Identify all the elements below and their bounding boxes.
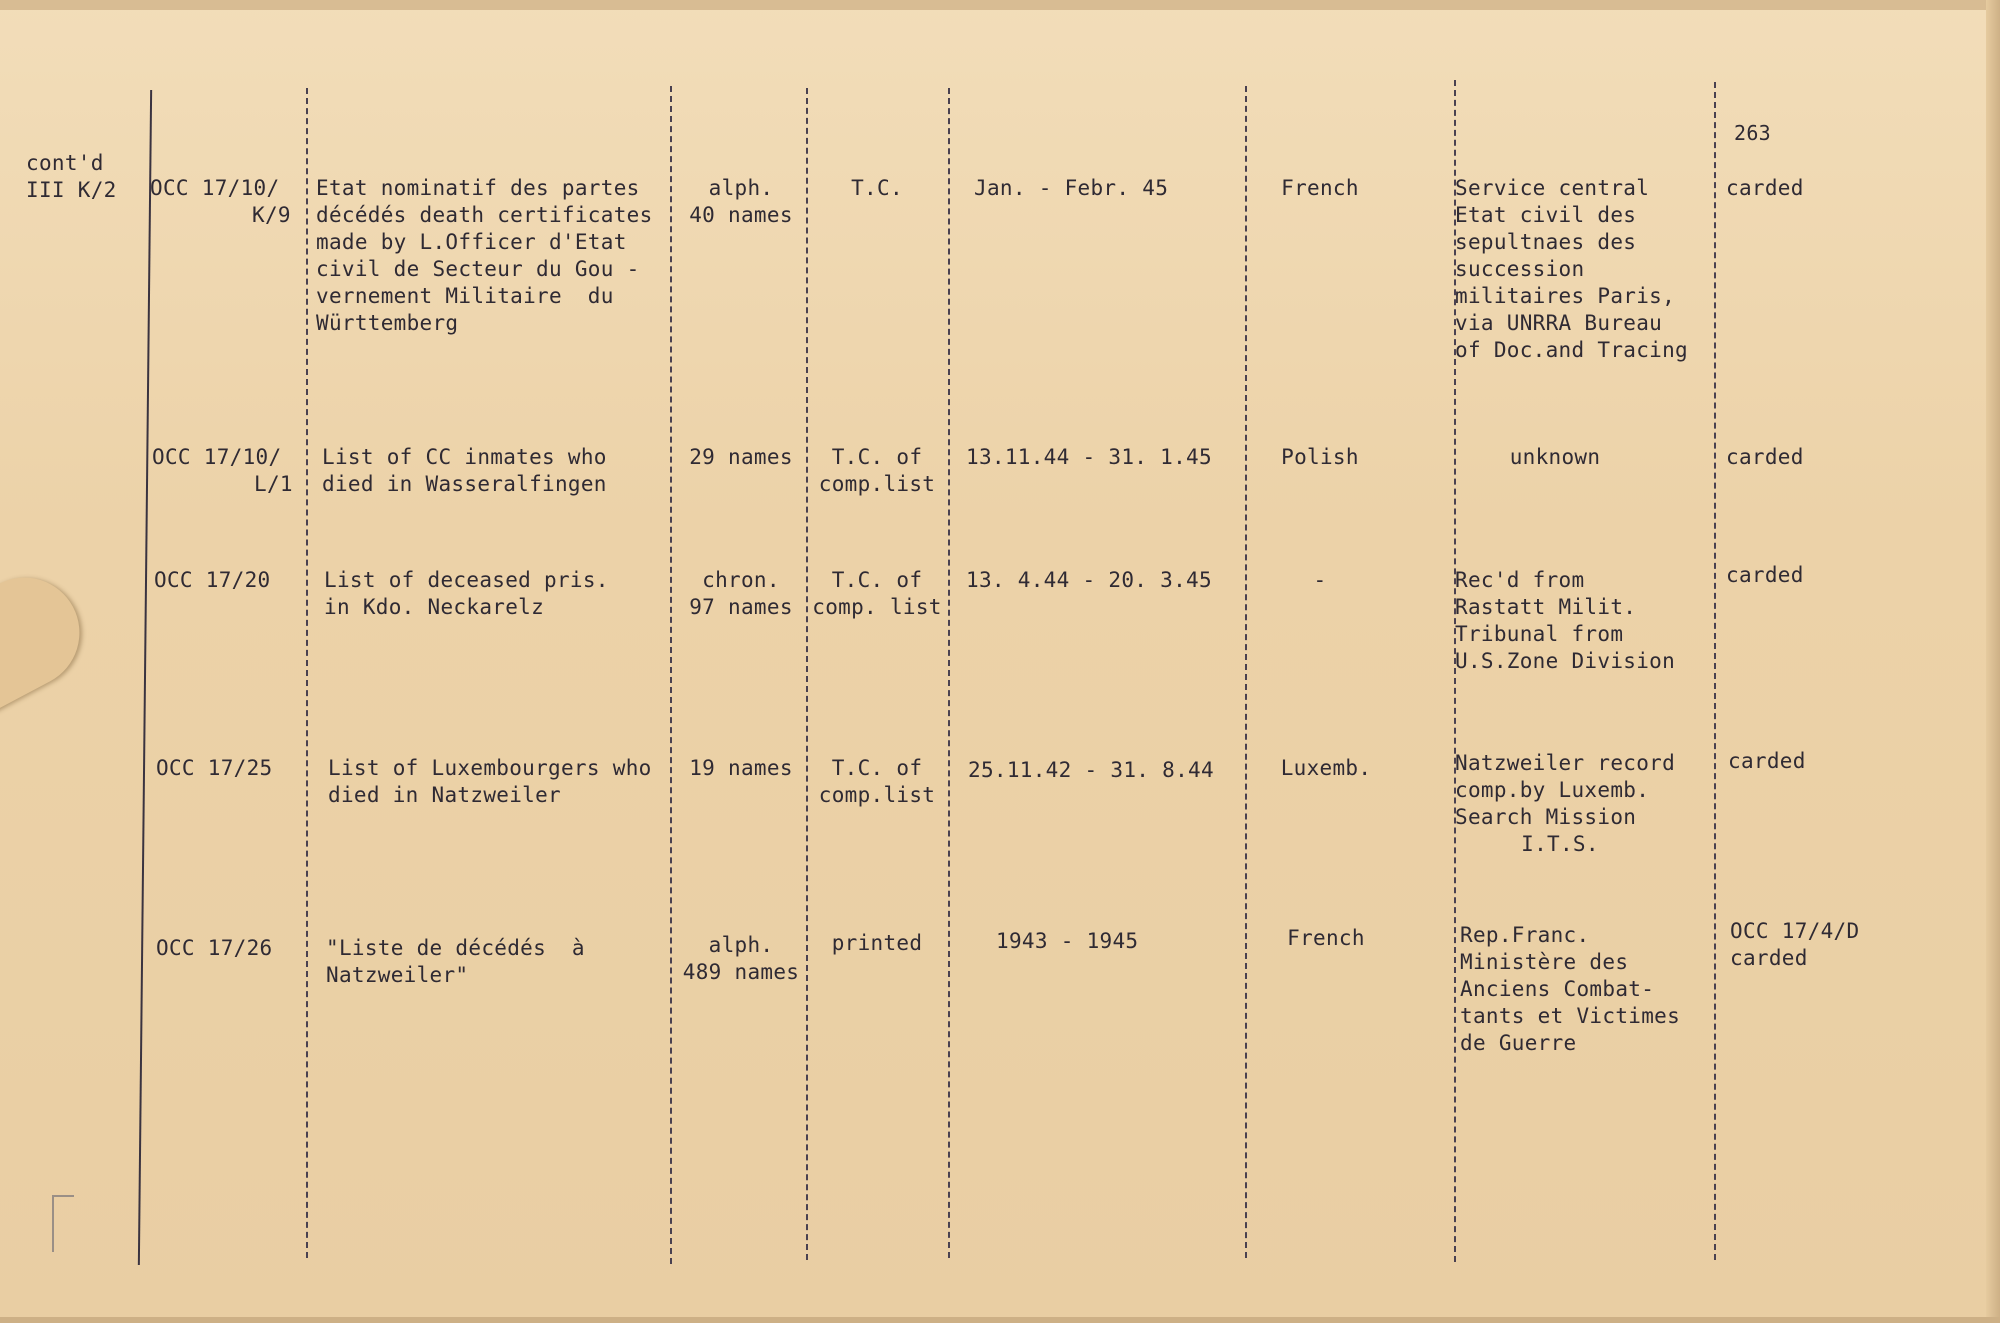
entry-language: Luxemb. [1280, 756, 1372, 780]
entry-form: comp.list [818, 783, 936, 807]
entry-form: T.C. of [831, 756, 923, 780]
entry-source-line: Tribunal from [1455, 622, 1624, 646]
entry-arrangement: chron. [702, 568, 780, 592]
entry-source-line: of Doc.and Tracing [1455, 338, 1688, 362]
entry-source-line: unknown [1509, 445, 1601, 469]
entry-arrangement: alph. [708, 176, 774, 200]
entry-form: comp.list [818, 472, 936, 496]
column-rule-4 [806, 88, 808, 1260]
margin-note-line1: cont'd [26, 151, 104, 175]
entry-source-line: Rastatt Milit. [1455, 595, 1637, 619]
page-right-edge [1986, 0, 2000, 1323]
entry-source-line: Natzweiler record [1455, 751, 1676, 775]
entry-form: comp. list [812, 595, 942, 619]
pencil-mark [52, 1195, 74, 1252]
entry-arrangement: 489 names [682, 960, 800, 984]
page-top-edge [0, 0, 2000, 10]
entry-source-line: succession [1455, 257, 1585, 281]
entry-period: 13. 4.44 - 20. 3.45 [966, 568, 1212, 592]
column-rule-3 [670, 86, 672, 1264]
entry-reference: OCC 17/25 [156, 756, 273, 780]
entry-form: T.C. of [831, 568, 923, 592]
folder-tab [0, 558, 99, 711]
entry-description-line: died in Natzweiler [328, 783, 561, 807]
entry-source-line: Service central [1455, 176, 1650, 200]
entry-source-line: Etat civil des [1455, 203, 1637, 227]
entry-language: - [1313, 568, 1327, 592]
entry-status: carded [1728, 749, 1806, 773]
entry-language: French [1281, 176, 1359, 200]
entry-description-line: in Kdo. Neckarelz [324, 595, 545, 619]
entry-description-line: made by L.Officer d'Etat [316, 230, 627, 254]
entry-reference-sub: L/1 [254, 472, 293, 496]
entry-arrangement: 97 names [689, 595, 793, 619]
entry-description-line: List of deceased pris. [324, 568, 609, 592]
entry-source-line: Rep.Franc. [1460, 923, 1590, 947]
entry-reference: OCC 17/10/ [152, 445, 282, 469]
entry-source-line: I.T.S. [1521, 832, 1599, 856]
entry-description-line: List of CC inmates who [322, 445, 607, 469]
entry-description-line: List of Luxembourgers who [328, 756, 652, 780]
entry-source-line: comp.by Luxemb. [1455, 778, 1650, 802]
entry-period: Jan. - Febr. 45 [974, 176, 1169, 200]
entry-form: T.C. of [831, 445, 923, 469]
column-rule-8 [1714, 82, 1716, 1260]
entry-source-line: de Guerre [1460, 1031, 1577, 1055]
entry-status: carded [1726, 445, 1804, 469]
entry-reference: OCC 17/20 [154, 568, 271, 592]
page-bottom-edge [0, 1317, 2000, 1323]
entry-language: French [1287, 926, 1365, 950]
entry-period: 13.11.44 - 31. 1.45 [966, 445, 1212, 469]
entry-arrangement: 19 names [689, 756, 793, 780]
entry-form: printed [831, 931, 923, 955]
entry-period: 25.11.42 - 31. 8.44 [968, 758, 1214, 782]
entry-description-line: civil de Secteur du Gou - [316, 257, 640, 281]
entry-status: OCC 17/4/D [1730, 919, 1860, 943]
page-number: 263 [1734, 121, 1772, 145]
entry-arrangement: 29 names [689, 445, 793, 469]
entry-source-line: Rec'd from [1455, 568, 1585, 592]
entry-arrangement: 40 names [689, 203, 793, 227]
entry-source-line: tants et Victimes [1460, 1004, 1681, 1028]
entry-reference: OCC 17/26 [156, 936, 273, 960]
entry-description-line: Etat nominatif des partes [316, 176, 640, 200]
entry-description-line: "Liste de décédés à [326, 936, 585, 960]
entry-description-line: died in Wasseralfingen [322, 472, 607, 496]
entry-form: T.C. [851, 176, 903, 200]
entry-source-line: Search Mission [1455, 805, 1637, 829]
entry-reference-sub: K/9 [252, 203, 291, 227]
entry-status: carded [1726, 563, 1804, 587]
column-rule-1 [138, 90, 152, 1265]
entry-source-line: militaires Paris, [1455, 284, 1676, 308]
entry-status: carded [1726, 176, 1804, 200]
column-rule-2 [306, 88, 308, 1258]
column-rule-6 [1245, 86, 1247, 1258]
entry-period: 1943 - 1945 [996, 929, 1139, 953]
column-rule-5 [948, 88, 950, 1258]
entry-source-line: Anciens Combat- [1460, 977, 1655, 1001]
entry-source-line: Ministère des [1460, 950, 1629, 974]
entry-source-line: U.S.Zone Division [1455, 649, 1676, 673]
entry-source-line: sepultnaes des [1455, 230, 1637, 254]
entry-description-line: Württemberg [316, 311, 459, 335]
entry-status: carded [1730, 946, 1808, 970]
entry-description-line: décédés death certificates [316, 203, 653, 227]
entry-description-line: Natzweiler" [326, 963, 469, 987]
entry-source-line: via UNRRA Bureau [1455, 311, 1663, 335]
margin-note-line2: III K/2 [26, 178, 117, 202]
entry-arrangement: alph. [708, 933, 774, 957]
entry-description-line: vernement Militaire du [316, 284, 614, 308]
entry-language: Polish [1281, 445, 1359, 469]
entry-reference: OCC 17/10/ [150, 176, 280, 200]
